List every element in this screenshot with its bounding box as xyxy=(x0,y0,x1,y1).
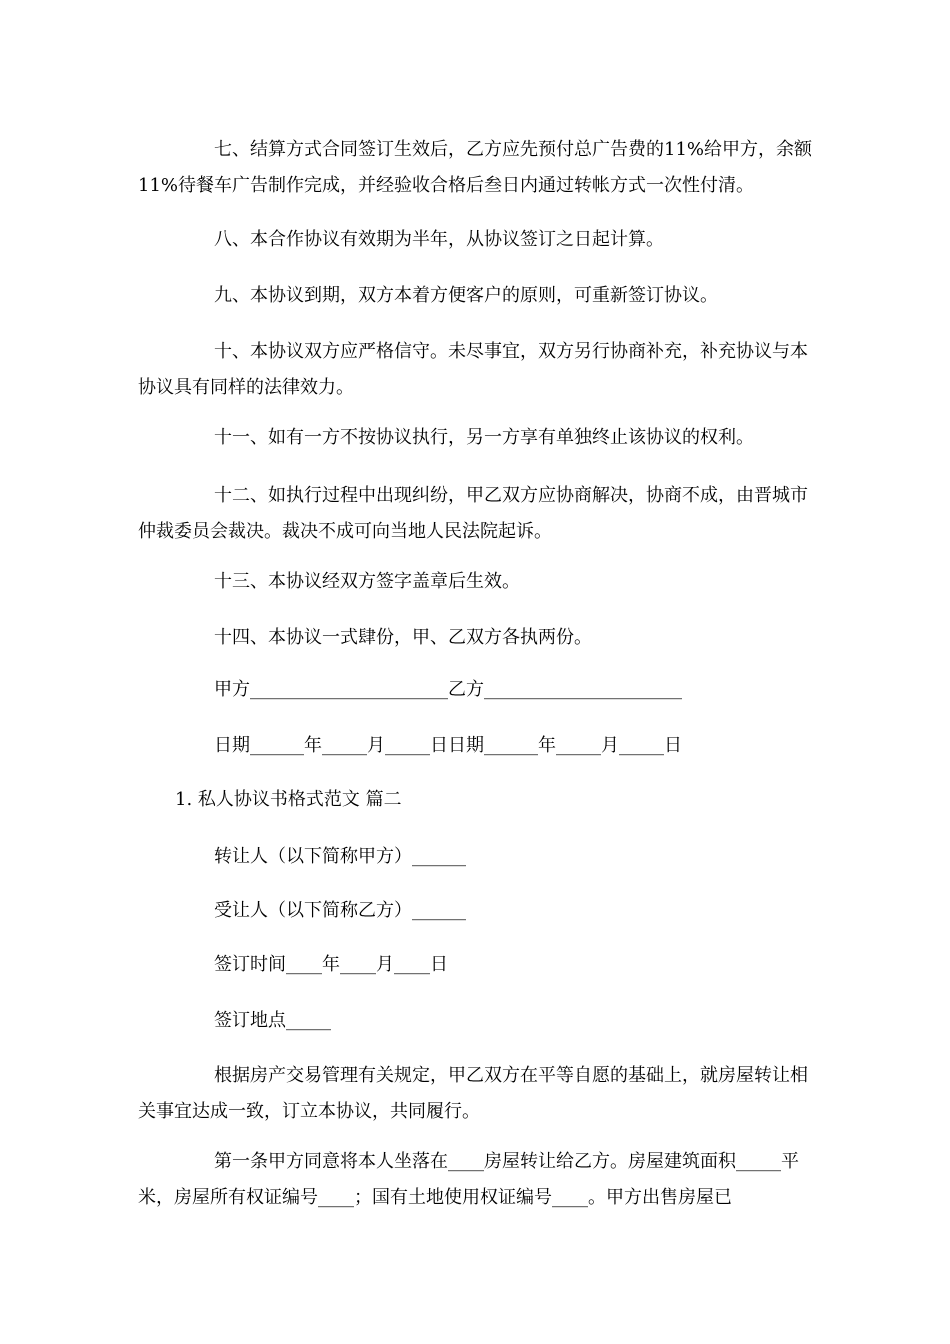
clause-11: 十一、如有一方不按协议执行，另一方享有单独终止该协议的权利。 xyxy=(214,427,754,448)
sign-time-line: 签订时间____年____月____日 xyxy=(214,954,448,975)
transferor-line: 转让人（以下简称甲方）______ xyxy=(214,846,466,867)
section-heading: 1. 私人协议书格式范文 篇二 xyxy=(175,789,402,810)
clause-9: 九、本协议到期，双方本着方便客户的原则，可重新签订协议。 xyxy=(214,285,718,306)
clause-8: 八、本合作协议有效期为半年，从协议签订之日起计算。 xyxy=(214,229,664,250)
transferee-line: 受让人（以下简称乙方）______ xyxy=(214,900,466,921)
clause-7: 七、结算方式合同签订生效后，乙方应先预付总广告费的11%给甲方，余额11%待餐车广告制作完成，并经验收合格后叁日内通过转帐方式一次性付清。 xyxy=(138,139,813,196)
sign-place-line: 签订地点_____ xyxy=(214,1010,331,1031)
clause-10: 十、本协议双方应严格信守。未尽事宜，双方另行协商补充，补充协议与本协议具有同样的法律效力。 xyxy=(138,341,808,398)
signature-line: 甲方______________________乙方______________________ xyxy=(214,679,682,700)
intro-paragraph: 根据房产交易管理有关规定，甲乙双方在平等自愿的基础上，就房屋转让相关事宜达成一致，订立本协议，共同履行。 xyxy=(138,1065,808,1122)
article-1: 第一条甲方同意将本人坐落在____房屋转让给乙方。房屋建筑面积_____平米，房屋所有权证编号____；国有土地使用权证编号____。甲方出售房屋已 xyxy=(138,1151,799,1208)
clause-14: 十四、本协议一式肆份，甲、乙双方各执两份。 xyxy=(214,627,592,648)
clause-13: 十三、本协议经双方签字盖章后生效。 xyxy=(214,571,520,592)
clause-12: 十二、如执行过程中出现纠纷，甲乙双方应协商解决，协商不成，由晋城市仲裁委员会裁决。裁决不成可向当地人民法院起诉。 xyxy=(138,485,808,542)
date-line: 日期______年_____月_____日日期______年_____月_____日 xyxy=(214,735,682,756)
